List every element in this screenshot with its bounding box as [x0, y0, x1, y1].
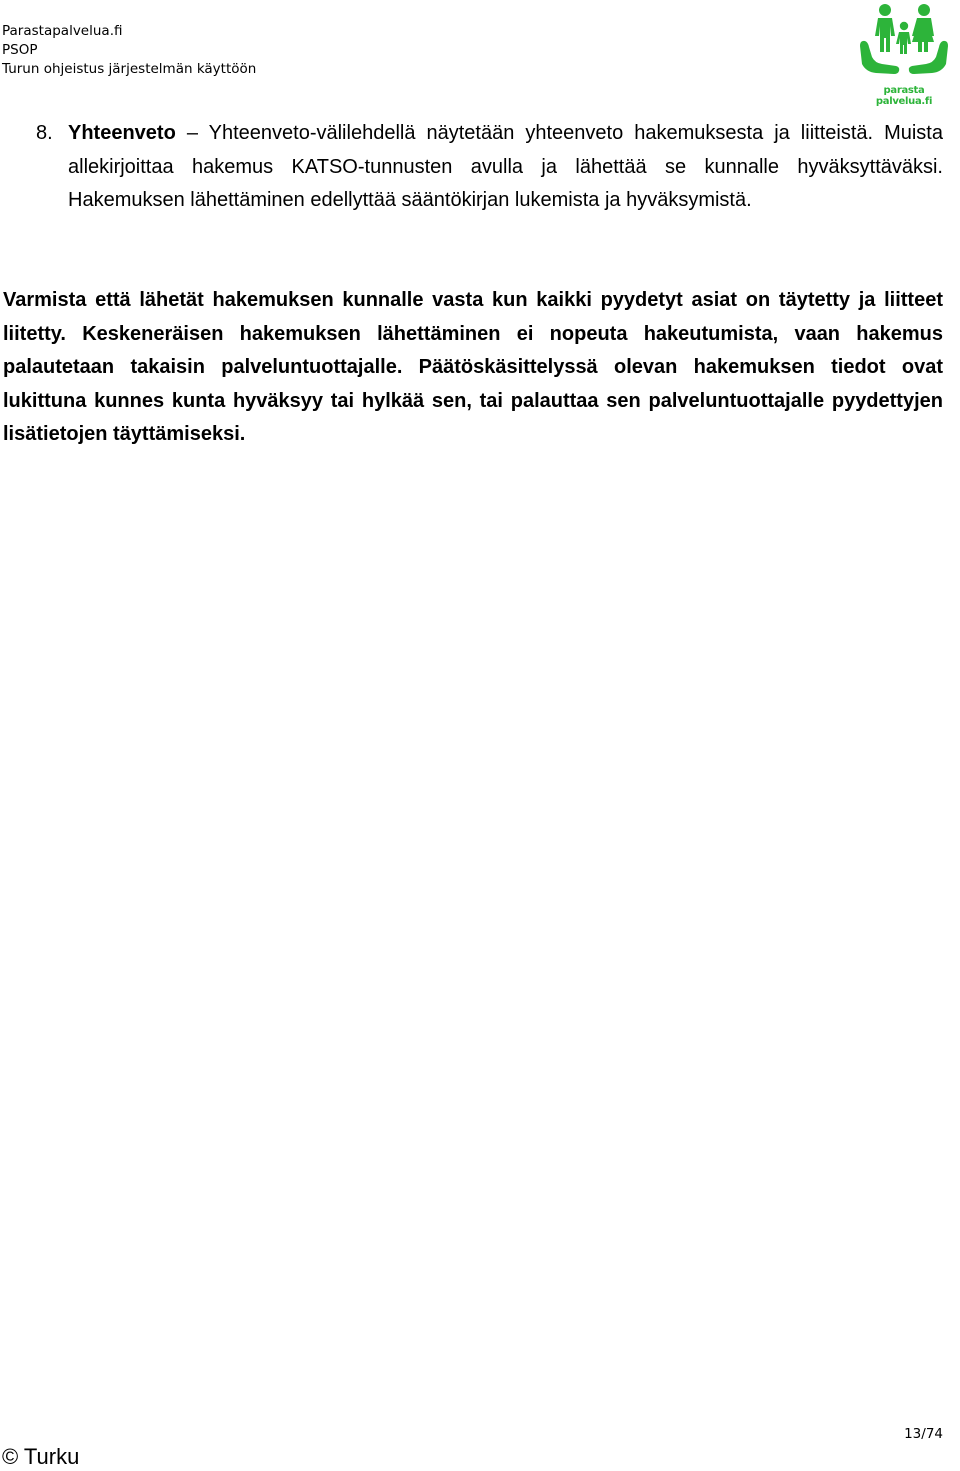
header-system: PSOP	[2, 42, 38, 58]
step-body	[68, 117, 943, 218]
page-header	[2, 22, 256, 79]
note-text: Varmista että lähetät hakemuksen kunnalle vasta kun kaikki pyydetyt asiat on täytetty ja liitteet liitetty. Keskeneräisen hakemuksen lähettäminen ei nopeuta hakeutumista, vaan hakemus palautetaan takaisin palveluntuottajalle. Päätöskäsittelyssä olevan hakemuksen tiedot ovat lukittuna kunnes kunta hyväksyy tai hylkää sen, tai palauttaa sen palveluntuottajalle pyydettyjen lisätietojen täyttämiseksi.	[3, 289, 943, 445]
step-number: 8.	[36, 122, 53, 144]
parasta-palvelua-logo	[858, 2, 950, 107]
family-in-hands-icon	[858, 2, 950, 86]
important-note	[3, 284, 943, 452]
header-site: Parastapalvelua.fi	[2, 23, 123, 39]
page-number: 13/74	[904, 1426, 943, 1442]
copyright: © Turku	[2, 1444, 80, 1469]
step-8	[36, 117, 943, 218]
logo-text: parasta palvelua.fi	[875, 85, 933, 107]
step-text: Yhteenveto-välilehdellä näytetään yhteenveto hakemuksesta ja liitteistä. Muista allekirjoittaa hakemus KATSO-tunnusten avulla ja lähettää se kunnalle hyväksyttäväksi. Hakemuksen lähettäminen edellyttää sääntökirjan lukemista ja hyväksymistä.	[68, 122, 943, 211]
header-doc-title: Turun ohjeistus järjestelmän käyttöön	[2, 61, 257, 77]
step-dash: –	[186, 122, 198, 144]
step-term: Yhteenveto	[68, 122, 176, 144]
